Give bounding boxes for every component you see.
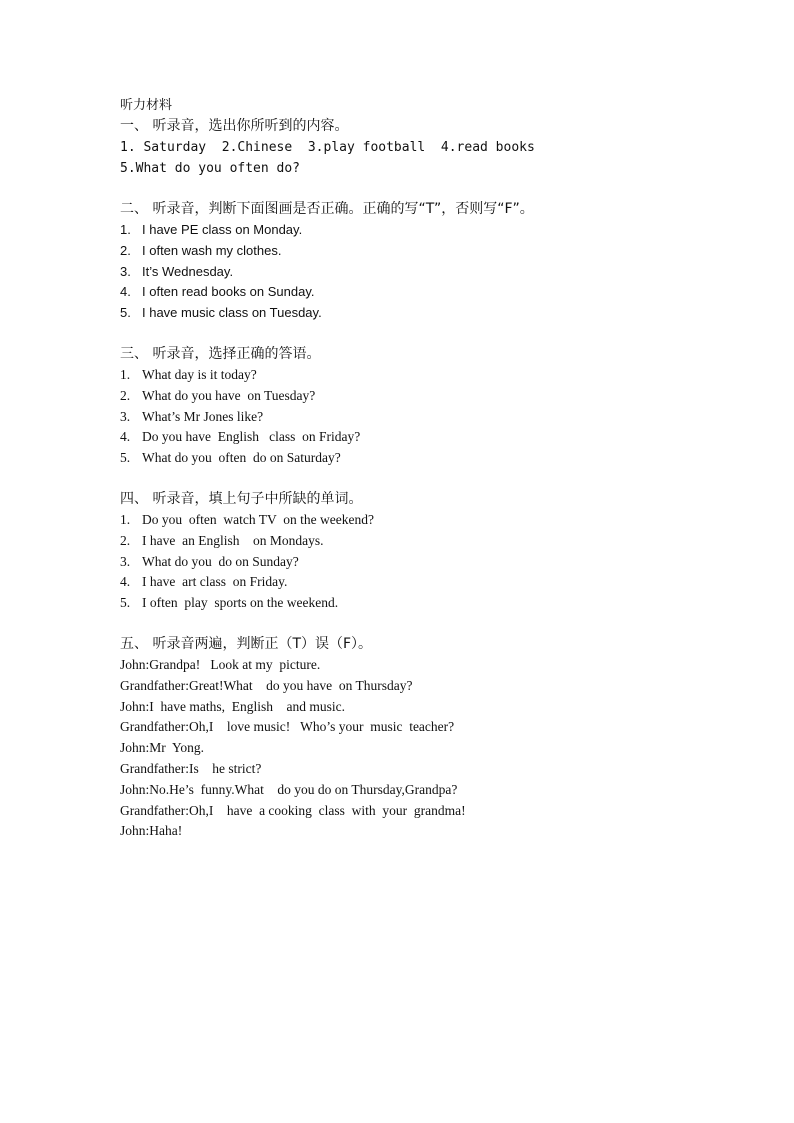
dialogue-line: John:Haha! xyxy=(120,823,183,839)
item-number: 5. xyxy=(120,595,131,611)
item-number: 5. xyxy=(120,450,131,466)
listening-material xyxy=(120,96,740,842)
dialogue-line: John:Mr Yong. xyxy=(120,740,205,756)
dialogue-line: Grandfather:Oh,I love music! Who’s your music teacher? xyxy=(120,719,455,735)
list-item xyxy=(120,303,740,324)
list-item xyxy=(120,531,740,552)
section-3-heading: 三、 听录音，选择正确的答语。 xyxy=(120,345,321,362)
list-item xyxy=(120,282,740,303)
dialogue-line: Grandfather:Oh,I have a cooking class with your grandma! xyxy=(120,802,466,818)
document-title: 听力材料 xyxy=(120,98,173,113)
item-number: 3. xyxy=(120,263,131,279)
item-number: 1. xyxy=(120,366,131,382)
item-number: 3. xyxy=(120,408,131,424)
dialogue-line: Grandfather:Great!What do you have on Thursday? xyxy=(120,677,413,693)
section-1-line-1: 1. Saturday 2.Chinese 3.play football 4.read books xyxy=(120,140,535,155)
list-item xyxy=(120,510,740,531)
section-2 xyxy=(120,199,740,324)
item-number: 4. xyxy=(120,429,131,445)
list-item xyxy=(120,386,740,407)
section-4-heading: 四、 听录音，填上句子中所缺的单词。 xyxy=(120,490,363,507)
section-1 xyxy=(120,116,740,179)
list-item xyxy=(120,427,740,448)
dialogue-line: John:I have maths, English and music. xyxy=(120,698,345,714)
item-text: I have music class on Tuesday. xyxy=(142,305,322,321)
item-number: 2. xyxy=(120,532,131,548)
dialogue-line: John:No.He’s funny.What do you do on Thursday,Grandpa? xyxy=(120,781,458,797)
section-2-heading: 二、 听录音，判断下面图画是否正确。正确的写“T”，否则写“F”。 xyxy=(120,201,534,217)
item-text: I often read books on Sunday. xyxy=(142,284,315,300)
section-4 xyxy=(120,489,740,614)
item-number: 1. xyxy=(120,511,131,527)
section-5-heading: 五、 听录音两遍，判断正（T）误（F）。 xyxy=(120,635,373,652)
section-1-heading: 一、 听录音，选出你所听到的内容。 xyxy=(120,118,349,134)
item-text: Do you have English class on Friday? xyxy=(142,429,361,445)
list-item xyxy=(120,365,740,386)
item-text: What’s Mr Jones like? xyxy=(142,408,264,424)
item-number: 4. xyxy=(120,284,131,300)
list-item xyxy=(120,552,740,573)
item-text: What do you often do on Saturday? xyxy=(142,450,341,466)
item-text: I have an English on Mondays. xyxy=(142,532,324,548)
item-text: I have PE class on Monday. xyxy=(142,222,303,237)
list-item xyxy=(120,407,740,428)
item-number: 3. xyxy=(120,553,131,569)
item-number: 1. xyxy=(120,222,131,237)
dialogue-line: Grandfather:Is he strict? xyxy=(120,760,262,776)
item-text: What do you do on Sunday? xyxy=(142,553,299,569)
list-item xyxy=(120,220,740,241)
list-item xyxy=(120,572,740,593)
item-number: 2. xyxy=(120,242,131,258)
dialogue-line: John:Grandpa! Look at my picture. xyxy=(120,656,321,672)
section-1-line-2: 5.What do you often do? xyxy=(120,161,301,176)
section-5 xyxy=(120,634,740,842)
item-text: Do you often watch TV on the weekend? xyxy=(142,511,374,527)
section-3 xyxy=(120,344,740,469)
item-number: 5. xyxy=(120,305,131,321)
item-text: It’s Wednesday. xyxy=(142,263,234,279)
list-item xyxy=(120,262,740,283)
list-item xyxy=(120,448,740,469)
item-text: I often wash my clothes. xyxy=(142,242,282,258)
item-text: What do you have on Tuesday? xyxy=(142,387,316,403)
item-number: 4. xyxy=(120,574,131,590)
item-text: I often play sports on the weekend. xyxy=(142,595,339,611)
item-number: 2. xyxy=(120,387,131,403)
item-text: I have art class on Friday. xyxy=(142,574,288,590)
list-item xyxy=(120,593,740,614)
list-item xyxy=(120,241,740,262)
item-text: What day is it today? xyxy=(142,366,257,382)
